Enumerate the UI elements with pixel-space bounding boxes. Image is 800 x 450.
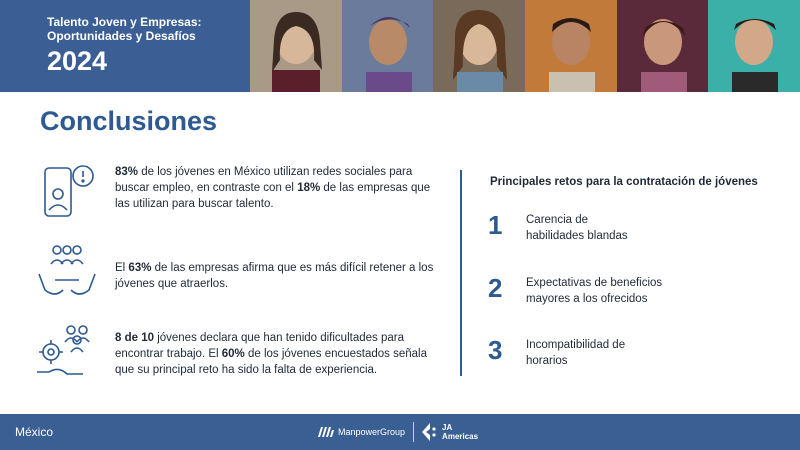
ja-mark-icon bbox=[422, 423, 438, 441]
report-title: Talento Joven y Empresas: Oportunidades y Desafíos bbox=[47, 15, 202, 43]
partner-logos bbox=[318, 420, 478, 444]
manpowergroup-logo: ManpowerGroup bbox=[318, 425, 405, 439]
challenge-label: Carencia de habilidades blandas bbox=[526, 214, 628, 242]
section-title: Conclusiones bbox=[40, 106, 218, 136]
report-year: 2024 bbox=[47, 46, 108, 76]
country-label: México bbox=[15, 425, 54, 439]
vertical-divider bbox=[460, 170, 462, 376]
portrait-photo-5 bbox=[617, 0, 709, 92]
ja-americas-logo: JA Americas bbox=[422, 423, 478, 441]
phone-alert-icon bbox=[35, 164, 99, 224]
challenge-number: 1 bbox=[488, 210, 503, 240]
logo-separator bbox=[413, 422, 414, 442]
challenges-title: Principales retos para la contratación de jóvenes bbox=[490, 176, 758, 188]
portrait-photo-2 bbox=[342, 0, 434, 92]
photo-strip bbox=[250, 0, 800, 92]
challenge-number: 2 bbox=[488, 273, 503, 303]
manpower-mark-icon bbox=[318, 425, 334, 439]
portrait-photo-4 bbox=[525, 0, 617, 92]
portrait-photo-6 bbox=[708, 0, 800, 92]
challenge-label: Expectativas de beneficios mayores a los ofrecidos bbox=[526, 277, 663, 305]
team-hands-icon bbox=[35, 244, 99, 304]
stat-text-3: 8 de 10 jóvenes declara que han tenido dificultades para encontrar trabajo. El 60% de los jóvenes encuestados señala que su principal reto ha sido la falta de experiencia. bbox=[115, 332, 428, 376]
portrait-photo-3 bbox=[433, 0, 525, 92]
challenge-label: Incompatibilidad de horarios bbox=[526, 339, 626, 367]
stat-text-1: 83% de los jóvenes en México utilizan redes sociales para buscar empleo, en contraste con el 18% de las empresas que las utilizan para buscar talento. bbox=[115, 166, 431, 210]
challenge-number: 3 bbox=[488, 335, 503, 365]
stat-text-2: El 63% de las empresas afirma que es más difícil retener a los jóvenes que atraerlos. bbox=[115, 262, 434, 290]
portrait-photo-1 bbox=[250, 0, 342, 92]
footer-bar bbox=[0, 414, 800, 450]
gear-people-icon bbox=[35, 322, 99, 382]
header-title-block bbox=[0, 0, 250, 92]
header-banner bbox=[0, 0, 800, 92]
